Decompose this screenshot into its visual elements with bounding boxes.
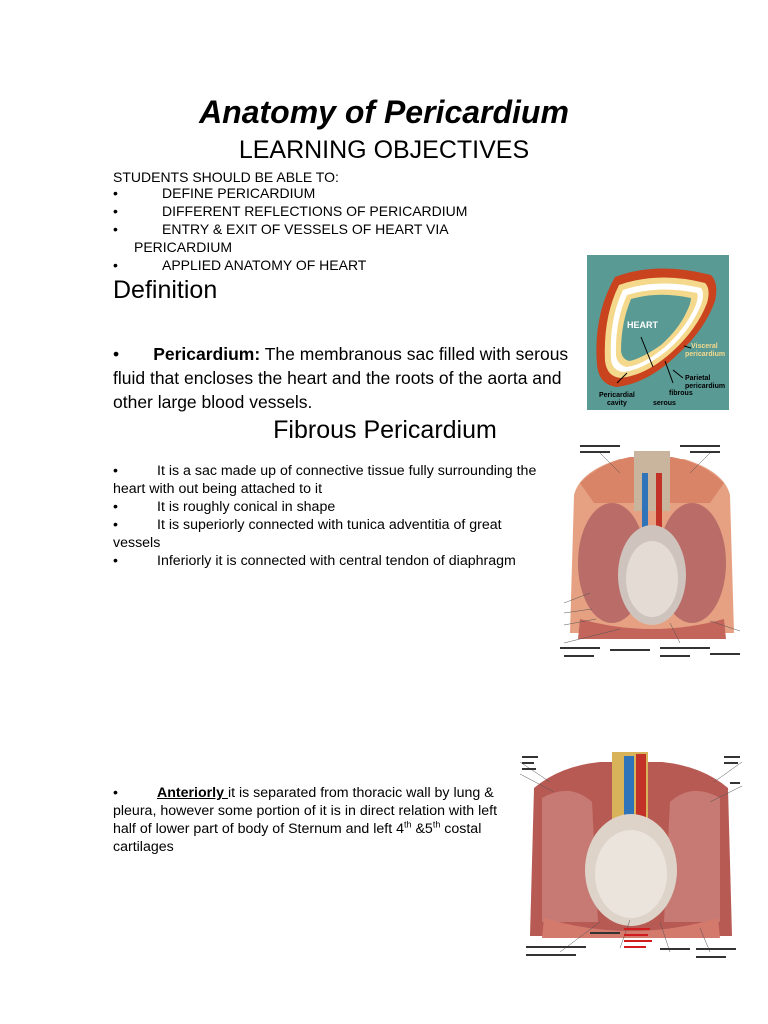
list-item-text: ENTRY & EXIT OF VESSELS OF HEART VIA	[162, 221, 449, 237]
superscript: th	[404, 819, 412, 830]
fibrous-heading: Fibrous Pericardium	[273, 416, 497, 444]
objectives-list	[113, 184, 513, 274]
label-serous: serous	[653, 400, 676, 407]
bullet: •	[113, 203, 118, 219]
bullet: •	[113, 344, 120, 364]
bullet: •	[113, 517, 118, 533]
label-visceral: Visceral	[691, 343, 718, 350]
thorax-dissection-image	[560, 443, 743, 661]
objectives-intro: STUDENTS SHOULD BE ABLE TO:	[113, 169, 339, 185]
pericardium-diagram	[587, 255, 729, 410]
label-parietal-2: pericardium	[685, 383, 726, 390]
label-heart: HEART	[627, 320, 658, 330]
section-subtitle: LEARNING OBJECTIVES	[238, 136, 530, 164]
list-item	[113, 202, 513, 220]
list-item	[113, 462, 543, 498]
label-cavity: Pericardial	[599, 392, 635, 399]
bullet: •	[113, 785, 118, 801]
list-item	[113, 184, 513, 202]
fibrous-list	[113, 462, 543, 570]
bullet: •	[113, 499, 118, 515]
list-item-text: It is superiorly connected with tunica adventitia of great vessels	[113, 517, 502, 551]
page-title: Anatomy of Pericardium	[199, 94, 569, 130]
anterior-text-a: it is separated from thoracic wall by lung & pleura, however some portion of it is in direct relation with left half of lower part of body of Sternum and left 4	[113, 785, 498, 837]
definition-term: Pericardium:	[153, 344, 261, 364]
list-item	[113, 552, 543, 570]
bullet: •	[113, 257, 118, 273]
list-item-text: APPLIED ANATOMY OF HEART	[162, 257, 367, 273]
list-item-text: DEFINE PERICARDIUM	[162, 185, 316, 201]
anterior-paragraph	[113, 784, 518, 856]
label-fibrous: fibrous	[669, 390, 693, 397]
list-item	[113, 256, 513, 274]
anterior-text-c: costal cartilages	[113, 821, 482, 855]
list-item	[113, 220, 513, 238]
definition-heading: Definition	[113, 276, 218, 304]
label-visceral-2: pericardium	[685, 351, 726, 358]
list-item-text: It is a sac made up of connective tissue fully surrounding the heart with out being attached to it	[113, 463, 537, 497]
definition-paragraph	[113, 342, 578, 414]
list-item-text: Inferiorly it is connected with central tendon of diaphragm	[157, 553, 516, 569]
bullet: •	[113, 185, 118, 201]
bullet: •	[113, 463, 118, 479]
list-item-text: DIFFERENT REFLECTIONS OF PERICARDIUM	[162, 203, 468, 219]
list-item-text: PERICARDIUM	[134, 239, 233, 255]
bullet: •	[113, 553, 118, 569]
superscript: th	[432, 819, 441, 830]
list-item-continuation	[113, 238, 513, 256]
anterior-term: Anteriorly	[157, 785, 228, 801]
list-item-text: It is roughly conical in shape	[157, 499, 336, 515]
anterior-thorax-image	[520, 752, 742, 964]
anterior-text-b: &5	[411, 821, 433, 837]
label-parietal: Parietal	[685, 375, 711, 382]
definition-text: The membranous sac filled with serous fluid that encloses the heart and the roots of the aorta and other large blood vessels.	[113, 344, 569, 412]
bullet: •	[113, 221, 118, 237]
list-item	[113, 516, 543, 552]
list-item	[113, 498, 543, 516]
label-cavity-2: cavity	[607, 400, 627, 407]
